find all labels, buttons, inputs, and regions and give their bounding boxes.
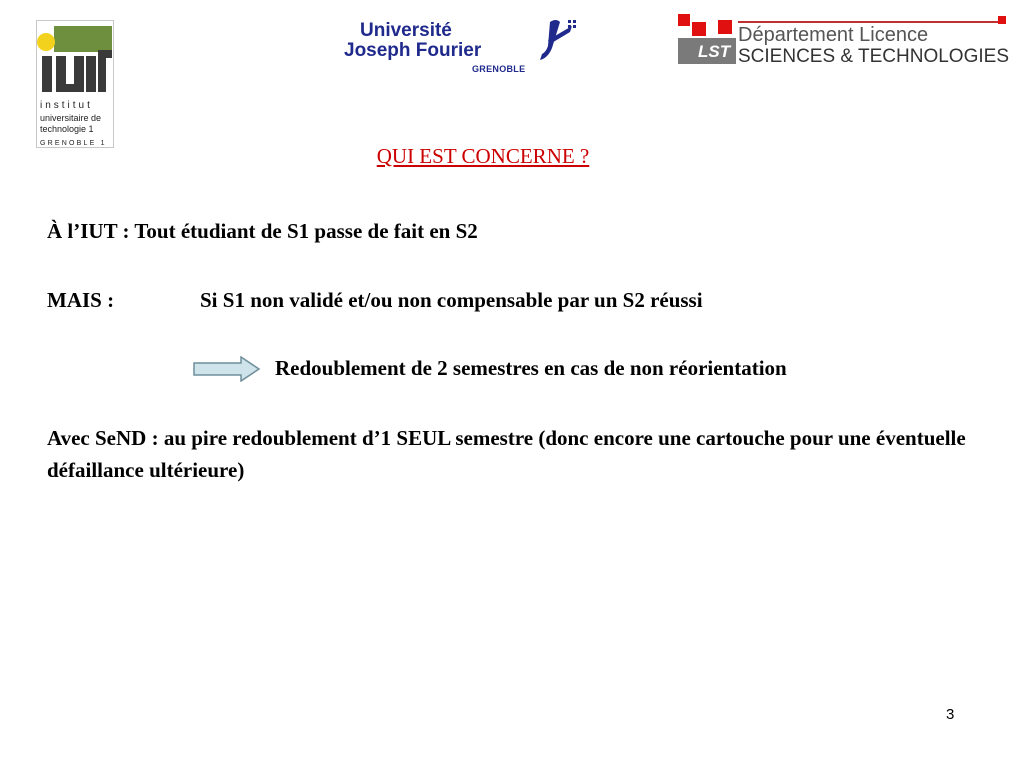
lst-logo-line2: SCIENCES & TECHNOLOGIES [738, 46, 1009, 67]
iut-logo-line2: universitaire de [40, 113, 102, 123]
iut-logo-line3: technologie 1 [40, 124, 94, 134]
iut-logo [36, 20, 116, 150]
ujf-logo-emblem [534, 18, 578, 66]
right-arrow-icon [193, 356, 261, 382]
lst-logo-mark: LST [698, 42, 731, 61]
ujf-logo [338, 18, 578, 80]
consequence-text: Redoublement de 2 semestres en cas de non réorientation [275, 356, 787, 380]
iut-statement: À l’IUT : Tout étudiant de S1 passe de fait en S2 [47, 219, 478, 243]
iut-logo-line1: institut [40, 100, 93, 111]
ujf-logo-line1: Université [360, 20, 452, 41]
slide-title: QUI EST CONCERNE ? [376, 144, 590, 168]
iut-logo-line4: GRENOBLE 1 [40, 140, 107, 147]
lst-logo [678, 14, 1008, 70]
ujf-logo-line3: GRENOBLE [472, 64, 526, 74]
lst-logo-line1: Département Licence [738, 24, 929, 46]
iut-logo-mark [36, 20, 114, 98]
avec-send-text: Avec SeND : au pire redoublement d’1 SEUL semestre (donc encore une cartouche pour une éventuelle défaillance ultérieure) [47, 426, 966, 482]
mais-label: MAIS : [47, 288, 115, 312]
page-number: 3 [946, 706, 955, 723]
ujf-logo-line2: Joseph Fourier [344, 40, 482, 61]
mais-condition: Si S1 non validé et/ou non compensable par un S2 réussi [200, 288, 703, 312]
